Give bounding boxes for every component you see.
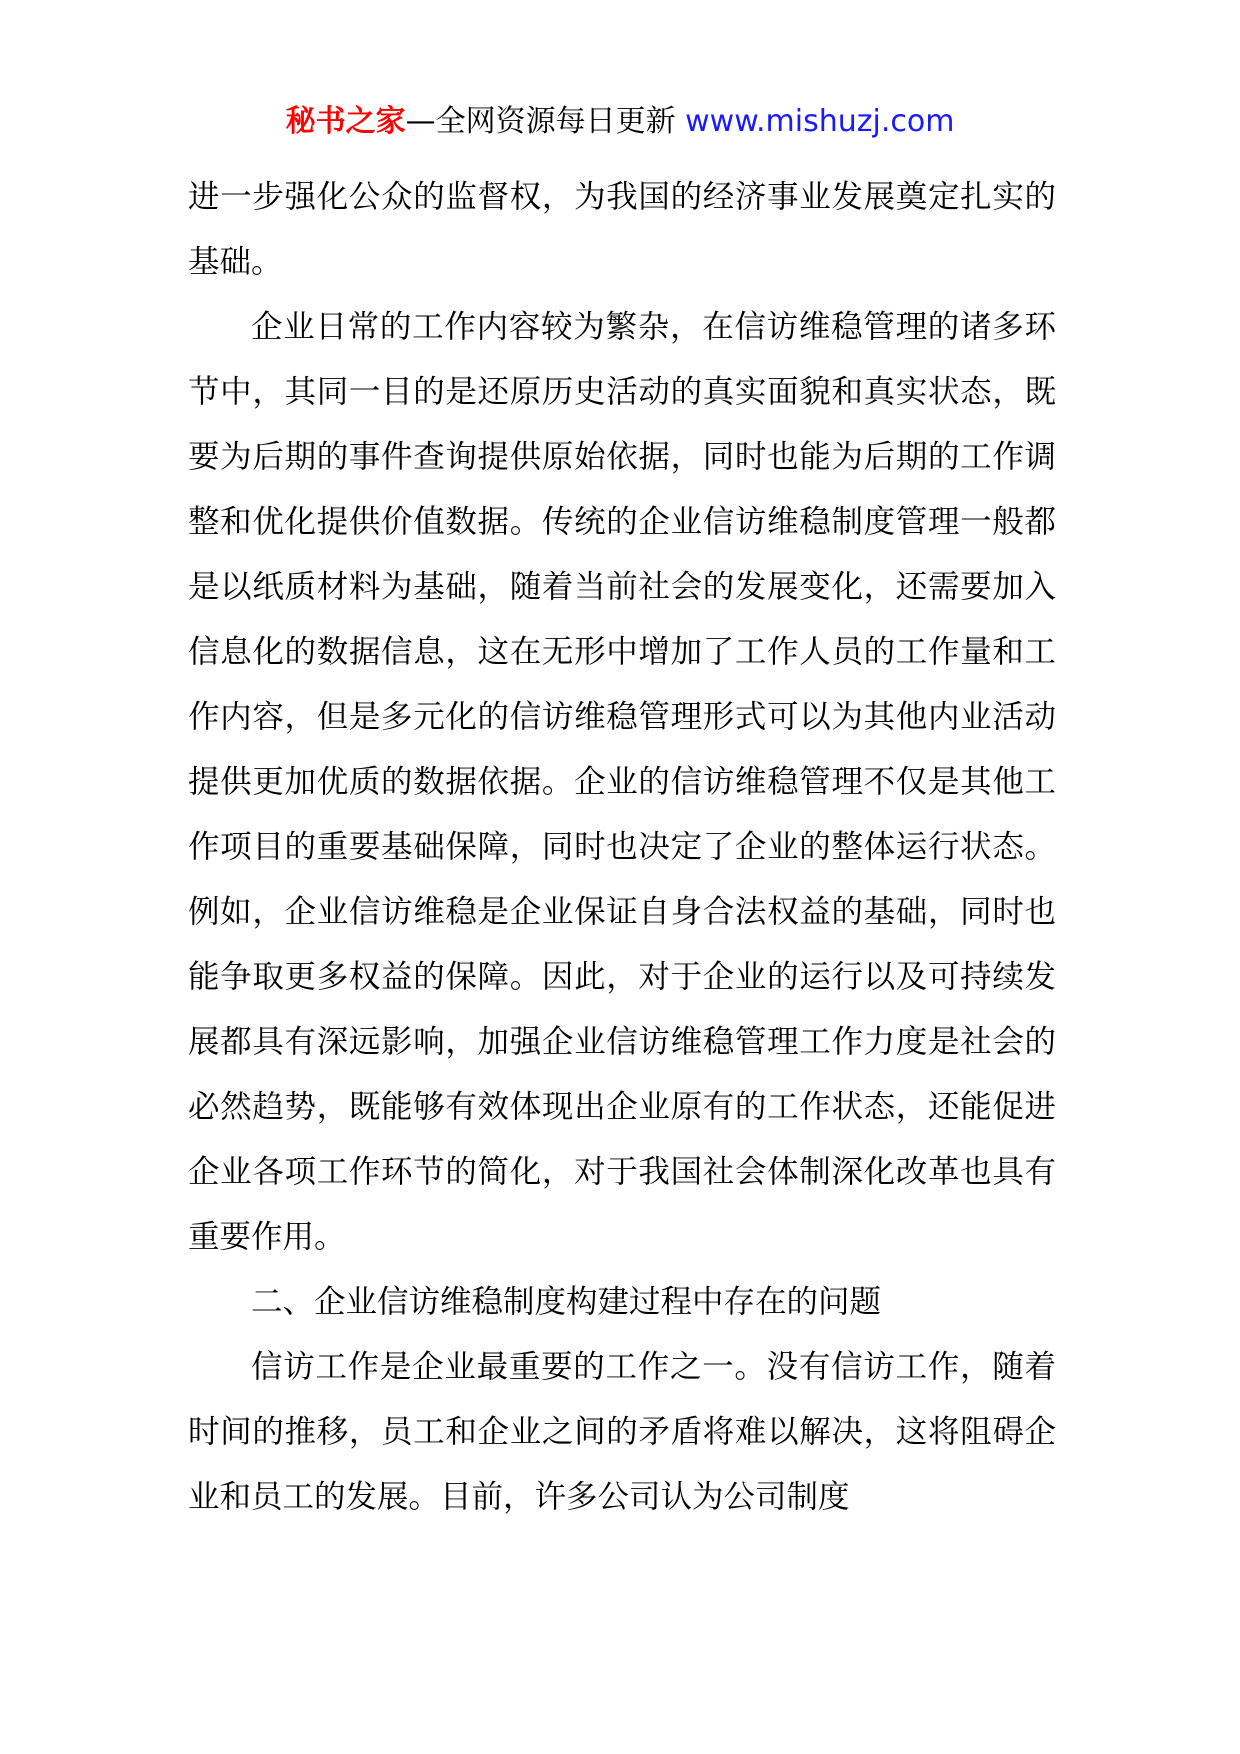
site-url-link[interactable]: www.mishuzj.com (685, 104, 955, 139)
document-body (188, 165, 1056, 1530)
paragraph-problems: 信访工作是企业最重要的工作之一。没有信访工作，随着时间的推移，员工和企业之间的矛盾将难以解决，这将阻碍企业和员工的发展。目前，许多公司认为公司制度 (188, 1349, 1056, 1515)
header-slogan: —全网资源每日更新 (405, 104, 676, 139)
paragraph-continuation: 进一步强化公众的监督权，为我国的经济事业发展奠定扎实的基础。 (188, 179, 1056, 280)
brand-name: 秘书之家 (285, 104, 406, 139)
section-heading: 二、企业信访维稳制度构建过程中存在的问题 (251, 1284, 882, 1320)
paragraph-management-overview: 企业日常的工作内容较为繁杂，在信访维稳管理的诸多环节中，其同一目的是还原历史活动的真实面貌和真实状态，既要为后期的事件查询提供原始依据，同时也能为后期的工作调整和优化提供价值数据。传统的企业信访维稳制度管理一般都是以纸质材料为基础，随着当前社会的发展变化，还需要加入信息化的数据信息，这在无形中增加了工作人员的工作量和工作内容，但是多元化的信访维稳管理形式可以为其他内业活动提供更加优质的数据依据。企业的信访维稳管理不仅是其他工作项目的重要基础保障，同时也决定了企业的整体运行状态。例如，企业信访维稳是企业保证自身合法权益的基础，同时也能争取更多权益的保障。因此，对于企业的运行以及可持续发展都具有深远影响，加强企业信访维稳管理工作力度是社会的必然趋势，既能够有效体现出企业原有的工作状态，还能促进企业各项工作环节的简化，对于我国社会体制深化改革也具有重要作用。 (188, 309, 1056, 1255)
site-header (0, 100, 1240, 144)
